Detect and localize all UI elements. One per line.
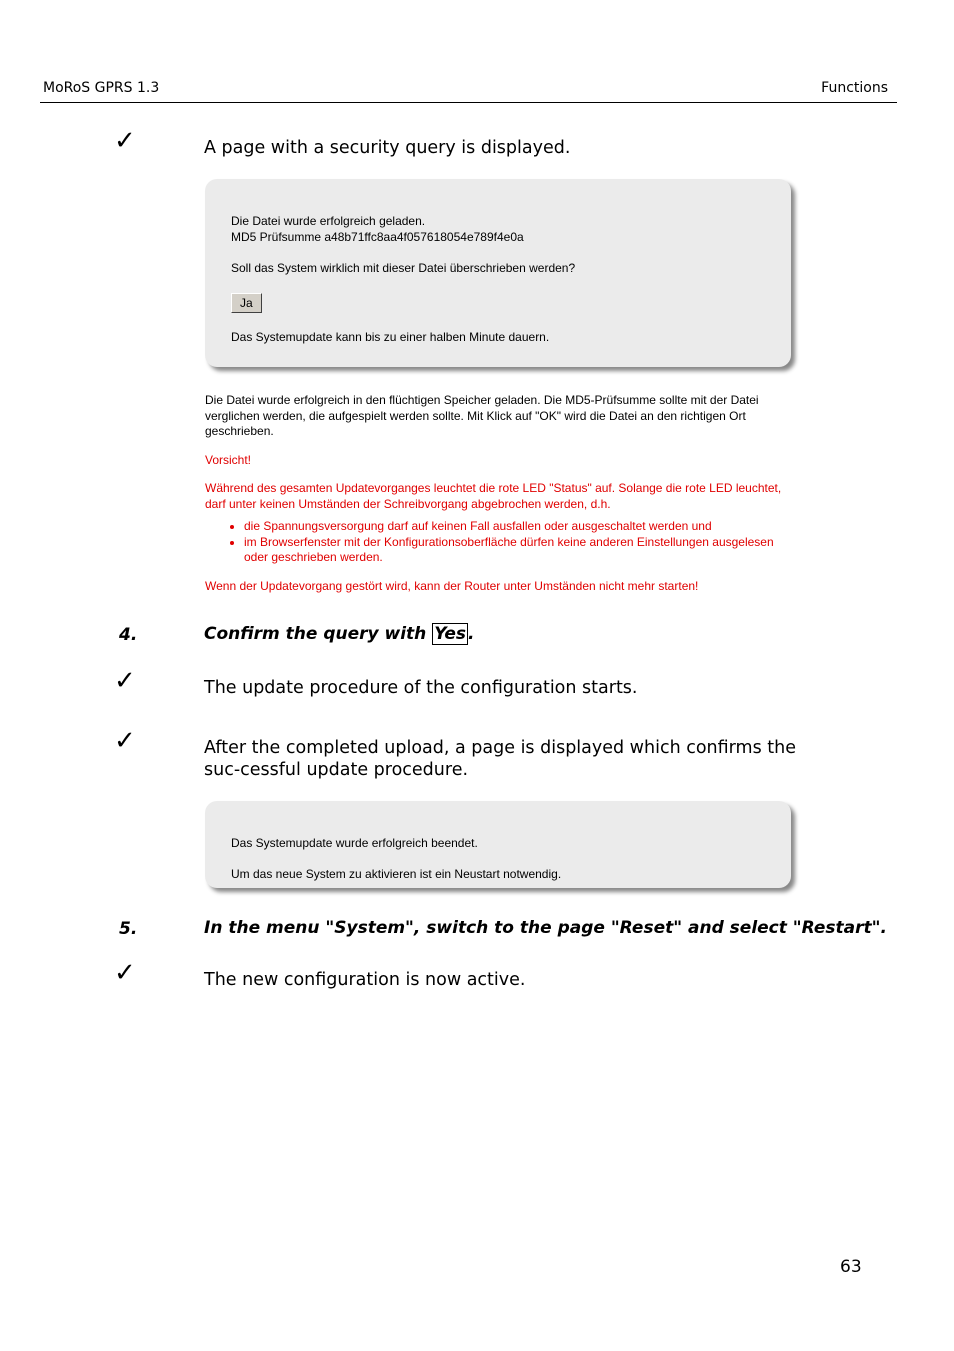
update-instructions xyxy=(205,393,795,607)
header-section: Functions xyxy=(821,80,888,96)
yes-button-ref: Yes xyxy=(434,624,466,644)
restart-message: Um das neue System zu aktivieren ist ein Neustart notwendig. xyxy=(231,867,562,881)
caution-text: Vorsicht! xyxy=(205,452,252,467)
complete-message: Das Systemupdate wurde erfolgreich beendet. xyxy=(231,836,478,850)
final-warning: Wenn der Updatevorgang gestört wird, kann der Router unter Umständen nicht mehr starten! xyxy=(205,578,699,593)
page-number: 63 xyxy=(840,1257,862,1277)
step-number: 4. xyxy=(119,625,138,645)
security-query-box xyxy=(205,179,791,367)
step-end: . xyxy=(467,624,475,644)
overwrite-question: Soll das System wirklich mit dieser Datei überschrieben werden? xyxy=(231,261,576,275)
warning-text: Während des gesamten Updatevorganges leuchtet die rote LED "Status" auf. Solange die rote LED leuchtet, darf unter keinen Umständen der Schreibvorgang abgebrochen werden, d.h. xyxy=(205,481,782,511)
md5-checksum: MD5 Prüfsumme a48b71ffc8aa4f057618054e789f4e0a xyxy=(231,230,524,244)
load-message: Die Datei wurde erfolgreich geladen. xyxy=(231,214,426,228)
warning-list xyxy=(205,519,795,566)
ja-button[interactable]: Ja xyxy=(231,293,262,313)
info-text: Die Datei wurde erfolgreich in den flüchtigen Speicher geladen. Die MD5-Prüfsumme sollte mit der Datei verglichen werden, die aufgespielt werden sollte. Mit Klick auf "OK" wird die Datei an den richtigen Ort geschrieben. xyxy=(205,393,759,438)
check-icon: ✓ xyxy=(114,126,136,156)
step-number: 5. xyxy=(119,919,138,939)
result-text: After the completed upload, a page is displayed which confirms the suc-cessful update procedure. xyxy=(204,738,797,780)
step-instruction: In the menu "System", switch to the page "Reset" and select "Restart". xyxy=(204,918,887,938)
header-title: MoRoS GPRS 1.3 xyxy=(43,80,160,96)
result-text: The update procedure of the configuration starts. xyxy=(204,678,638,698)
duration-note: Das Systemupdate kann bis zu einer halben Minute dauern. xyxy=(231,330,550,344)
result-text: A page with a security query is displayed. xyxy=(204,138,571,158)
check-icon: ✓ xyxy=(114,666,136,696)
list-item: • die Spannungsversorgung darf auf keinen Fall ausfallen oder ausgeschaltet werden und xyxy=(244,519,795,535)
check-icon: ✓ xyxy=(114,958,136,988)
step-instruction xyxy=(204,624,474,644)
result-text: The new configuration is now active. xyxy=(204,970,526,990)
check-icon: ✓ xyxy=(114,726,136,756)
list-item: • im Browserfenster mit der Konfigurationsoberfläche dürfen keine anderen Einstellungen ausgelesen oder geschrieben werden. xyxy=(244,535,795,566)
step-text: Confirm the query with xyxy=(204,624,433,644)
update-complete-box xyxy=(205,801,791,888)
header-rule xyxy=(40,102,897,103)
